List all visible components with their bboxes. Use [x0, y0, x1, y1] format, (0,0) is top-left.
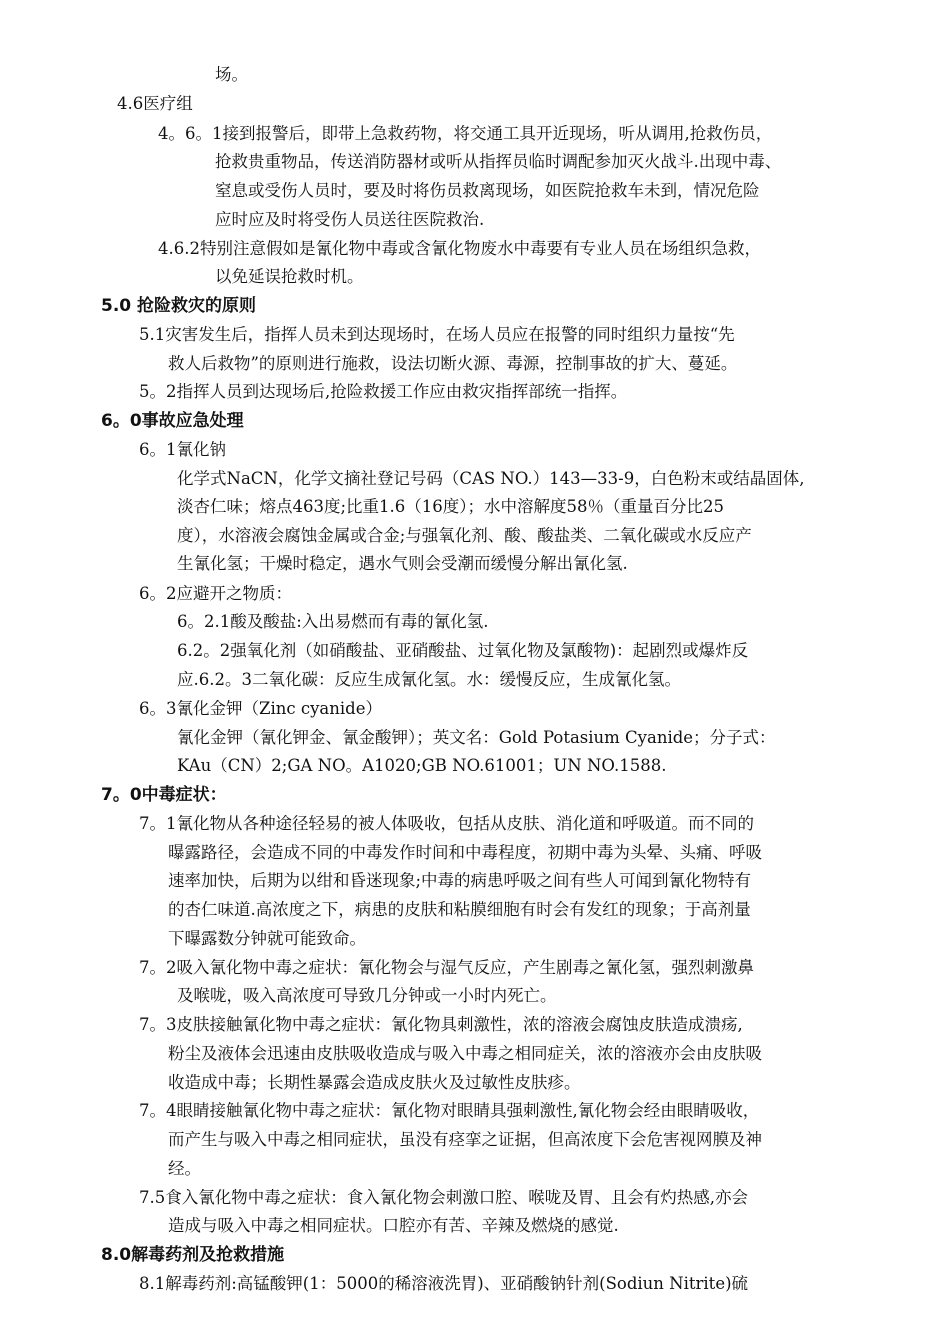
section-heading: 8.0解毒药剂及抢救措施 — [101, 1245, 285, 1265]
text-line: 6.2。2强氧化剂（如硝酸盐、亚硝酸盐、过氧化物及氯酸物)：起剧烈或爆炸反 — [177, 641, 749, 660]
text-line: 应时应及时将受伤人员送往医院救治. — [215, 210, 485, 229]
text-line: 窒息或受伤人员时，要及时将伤员救离现场，如医院抢救车未到，情况危险 — [215, 181, 760, 200]
text-line: 的杏仁味道.高浓度之下，病患的皮肤和粘膜细胞有时会有发红的现象；于高剂量 — [168, 900, 751, 919]
text-line: 7。1氰化物从各种途径轻易的被人体吸收，包括从皮肤、消化道和呼吸道。而不同的 — [139, 814, 754, 833]
section-heading: 5.0 抢险救灾的原则 — [101, 296, 257, 316]
text-line: 经。 — [168, 1159, 201, 1178]
subsection-heading: 6。2应避开之物质： — [139, 584, 292, 603]
text-line: 7。3皮肤接触氰化物中毒之症状：氰化物具刺激性，浓的溶液会腐蚀皮肤造成溃疡, — [139, 1015, 743, 1034]
text-line: 4.6.2特别注意假如是氰化物中毒或含氰化物废水中毒要有专业人员在场组织急救， — [158, 239, 761, 258]
text-line: 5。2指挥人员到达现场后,抢险救援工作应由救灾指挥部统一指挥。 — [139, 382, 628, 401]
text-line: 淡杏仁味；熔点463度;比重1.6（16度）；水中溶解度58％（重量百分比25 — [177, 497, 725, 516]
text-line: 速率加快，后期为以绀和昏迷现象;中毒的病患呼吸之间有些人可闻到氰化物特有 — [168, 871, 752, 890]
text-line: 氰化金钾（氰化钾金、氰金酸钾）；英文名：Gold Potasium Cyanide；分子式： — [177, 728, 776, 747]
text-line: 5.1灾害发生后，指挥人员未到达现场时，在场人员应在报警的同时组织力量按“先 — [139, 325, 735, 344]
text-line: 生氰化氢；干燥时稳定，遇水气则会受潮而缓慢分解出氰化氢. — [177, 554, 628, 573]
text-line: 下曝露数分钟就可能致命。 — [168, 929, 366, 948]
text-line: 粉尘及液体会迅速由皮肤吸收造成与吸入中毒之相同症关，浓的溶液亦会由皮肤吸 — [168, 1044, 762, 1063]
text-line: 4。6。1接到报警后，即带上急救药物，将交通工具开近现场，听从调用,抢救伤员， — [158, 124, 773, 143]
text-line: 化学式NaCN，化学文摘社登记号码（CAS NO.）143—33-9，白色粉末或结晶固体, — [177, 469, 805, 488]
text-line: 度），水溶液会腐蚀金属或合金;与强氧化剂、酸、酸盐类、二氧化碳或水反应产 — [177, 526, 752, 545]
text-line: 6。2.1酸及酸盐:入出易燃而有毒的氰化氢. — [177, 612, 489, 631]
text-line: 8.1解毒药剂:高锰酸钾(1：5000的稀溶液洗胃)、亚硝酸钠针剂(Sodiun Nitrite)硫 — [139, 1274, 749, 1293]
subsection-heading: 6。1氰化钠 — [139, 440, 226, 459]
text-line: 曝露路径，会造成不同的中毒发作时间和中毒程度，初期中毒为头晕、头痛、呼吸 — [168, 843, 762, 862]
text-line: 而产生与吸入中毒之相同症状，虽没有痉挛之证据，但高浓度下会危害视网膜及神 — [168, 1130, 762, 1149]
section-heading: 4.6医疗组 — [117, 94, 193, 113]
text-line: 收造成中毒；长期性暴露会造成皮肤火及过敏性皮肤疹。 — [168, 1073, 581, 1092]
text-line: 应.6.2。3二氧化碳：反应生成氰化氢。水：缓慢反应，生成氰化氢。 — [177, 670, 681, 689]
section-heading: 7。0中毒症状： — [101, 785, 227, 805]
subsection-heading: 6。3氰化金钾（Zinc cyanide） — [139, 699, 382, 718]
text-line: 救人后救物”的原则进行施救，设法切断火源、毒源，控制事故的扩大、蔓延。 — [168, 354, 738, 373]
text-line: 7.5食入氰化物中毒之症状：食入氰化物会刺激口腔、喉咙及胃、且会有灼热感,亦会 — [139, 1188, 748, 1207]
text-line: 以免延误抢救时机。 — [215, 267, 364, 286]
text-line: 造成与吸入中毒之相同症状。口腔亦有苦、辛辣及燃烧的感觉. — [168, 1216, 619, 1235]
text-line: 7。4眼睛接触氰化物中毒之症状：氰化物对眼睛具强刺激性,氰化物会经由眼睛吸收， — [139, 1101, 760, 1120]
text-line: 7。2吸入氰化物中毒之症状：氰化物会与湿气反应，产生剧毒之氰化氢，强烈刺激鼻 — [139, 958, 754, 977]
text-line: 及喉咙，吸入高浓度可导致几分钟或一小时内死亡。 — [177, 986, 557, 1005]
text-line: 抢救贵重物品，传送消防器材或听从指挥员临时调配参加灭火战斗.出现中毒、 — [215, 152, 782, 171]
text-line: KAu（CN）2;GA NO。A1020;GB NO.61001；UN NO.1588. — [177, 756, 667, 775]
text-line: 场。 — [215, 65, 248, 84]
section-heading: 6。0事故应急处理 — [101, 411, 244, 431]
